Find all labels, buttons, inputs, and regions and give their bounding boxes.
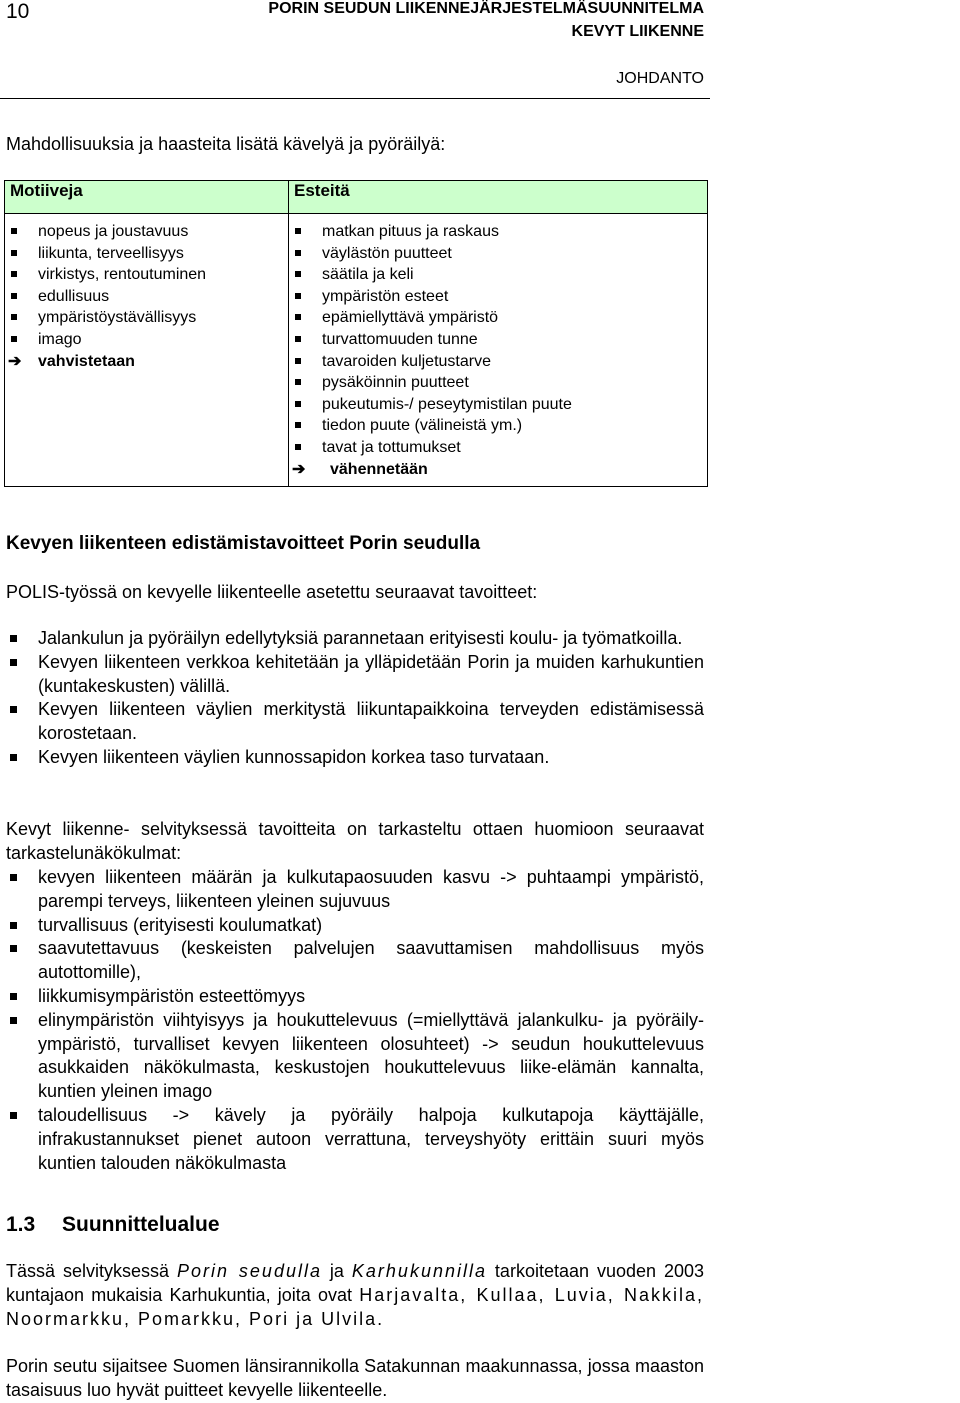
table-header-motives: Motiiveja <box>5 181 289 214</box>
list-item: ympäristön esteet <box>289 286 707 308</box>
motives-barriers-table <box>4 180 708 487</box>
section-title: Suunnittelualue <box>62 1213 220 1236</box>
bullet-icon <box>295 379 301 385</box>
barriers-list <box>289 221 707 480</box>
emphasis-porin-seudulla: Porin seudulla <box>176 1261 322 1281</box>
list-item-conclusion: ➔ vahvistetaan <box>5 351 288 373</box>
bullet-icon <box>295 422 301 428</box>
area-paragraph: Tässä selvityksessä Porin seudulla ja Karhukunnilla tarkoitetaan vuoden 2003 kuntajaon mukaisia Karhukuntia, joita ovat Harjavalta, Kullaa, Luvia, Nakkila, Noormarkku, Pomarkku, Pori ja Ulvila. <box>6 1261 704 1329</box>
list-item: pukeutumis-/ peseytymistilan puute <box>289 394 707 416</box>
list-item: Kevyen liikenteen verkkoa kehitetään ja ylläpidetään Porin ja muiden karhukuntien (kuntakeskusten) välillä. <box>6 651 704 699</box>
list-item: tavat ja tottumukset <box>289 437 707 459</box>
review-points-list <box>6 866 704 1175</box>
list-item: liikunta, terveellisyys <box>5 243 288 265</box>
document-subtitle: KEVYT LIIKENNE <box>571 23 704 40</box>
list-item: Jalankulun ja pyöräilyn edellytyksiä parannetaan erityisesti koulu- ja työmatkoilla. <box>6 627 704 651</box>
list-item: tiedon puute (välineistä ym.) <box>289 415 707 437</box>
bullet-icon <box>10 922 17 929</box>
bullet-icon <box>11 228 17 234</box>
list-item: väylästön puutteet <box>289 243 707 265</box>
list-item: turvallisuus (erityisesti koulumatkat) <box>6 914 704 938</box>
bullet-icon <box>10 874 17 881</box>
document-title: PORIN SEUDUN LIIKENNEJÄRJESTELMÄSUUNNITELMA <box>268 0 704 17</box>
bullet-icon <box>10 945 17 952</box>
list-item: Kevyen liikenteen väylien merkitystä liikuntapaikkoina terveyden edistämisessä korostetaan. <box>6 698 704 746</box>
list-item: turvattomuuden tunne <box>289 329 707 351</box>
table-header-barriers: Esteitä <box>289 181 708 214</box>
bullet-icon <box>10 993 17 1000</box>
bullet-icon <box>10 706 17 713</box>
list-item: elinympäristön viihtyisyys ja houkuttelevuus (=miellyttävä jalankulku- ja pyöräily-ympäristö, turvalliset kevyen liikenteen olosuhteet) -> seudun houkuttelevuus asukkaiden näkökulmasta, keskustojen houkuttelevuus liike-elämän kannalta, kuntien yleinen imago <box>6 1009 704 1104</box>
section-1-3-heading <box>6 1213 220 1237</box>
list-item: virkistys, rentoutuminen <box>5 264 288 286</box>
bullet-icon <box>295 314 301 320</box>
final-paragraph: Porin seutu sijaitsee Suomen länsirannikolla Satakunnan maakunnassa, jossa maaston tasaisuus luo hyvät puitteet kevyelle liikenteelle. <box>6 1356 704 1400</box>
bullet-icon <box>11 250 17 256</box>
list-item: epämiellyttävä ympäristö <box>289 307 707 329</box>
bullet-icon <box>10 1017 17 1024</box>
chapter-label: JOHDANTO <box>616 70 704 87</box>
polis-goals-list <box>6 627 704 770</box>
polis-intro: POLIS-työssä on kevyelle liikenteelle asetettu seuraavat tavoitteet: <box>6 582 538 602</box>
bullet-icon <box>295 401 301 407</box>
review-intro: Kevyt liikenne- selvityksessä tavoitteita on tarkasteltu ottaen huomioon seuraavat tarkastelunäkökulmat: <box>6 819 704 863</box>
arrow-right-icon: ➔ <box>8 352 22 370</box>
list-item: taloudellisuus -> kävely ja pyöräily halpoja kulkutapoja käyttäjälle, infrakustannukset pienet autoon verrattuna, terveyshyöty erittäin suuri myös kuntien talouden näkökulmasta <box>6 1104 704 1175</box>
bullet-icon <box>295 336 301 342</box>
list-item: matkan pituus ja raskaus <box>289 221 707 243</box>
list-item: pysäköinnin puutteet <box>289 372 707 394</box>
bullet-icon <box>295 250 301 256</box>
bullet-icon <box>295 444 301 450</box>
list-item: Kevyen liikenteen väylien kunnossapidon korkea taso turvataan. <box>6 746 704 770</box>
bullet-icon <box>10 1112 17 1119</box>
motives-cell <box>5 214 289 487</box>
list-item: kevyen liikenteen määrän ja kulkutapaosuuden kasvu -> puhtaampi ympäristö, parempi terveys, liikenteen yleinen sujuvuus <box>6 866 704 914</box>
page-number: 10 <box>6 0 30 23</box>
bullet-icon <box>295 228 301 234</box>
bullet-icon <box>295 358 301 364</box>
list-item: säätila ja keli <box>289 264 707 286</box>
barriers-cell <box>289 214 708 487</box>
section-heading: Kevyen liikenteen edistämistavoitteet Porin seudulla <box>6 533 481 554</box>
bullet-icon <box>10 754 17 761</box>
header-divider <box>0 98 710 99</box>
bullet-icon <box>11 336 17 342</box>
bullet-icon <box>11 314 17 320</box>
list-item: edullisuus <box>5 286 288 308</box>
bullet-icon <box>10 635 17 642</box>
section-number: 1.3 <box>6 1213 36 1236</box>
list-item: saavutettavuus (keskeisten palvelujen saavuttamisen mahdollisuus myös autottomille), <box>6 937 704 985</box>
bullet-icon <box>11 271 17 277</box>
bullet-icon <box>295 293 301 299</box>
list-item: ympäristöystävällisyys <box>5 307 288 329</box>
intro-text: Mahdollisuuksia ja haasteita lisätä kävelyä ja pyöräilyä: <box>6 134 446 154</box>
list-item: nopeus ja joustavuus <box>5 221 288 243</box>
bullet-icon <box>10 659 17 666</box>
emphasis-karhukunnilla: Karhukunnilla <box>351 1261 487 1281</box>
bullet-icon <box>295 271 301 277</box>
municipality-list: Harjavalta, Kullaa, Luvia, Nakkila, Noormarkku, Pomarkku, Pori ja Ulvila. <box>6 1284 704 1329</box>
motives-list <box>5 221 288 372</box>
arrow-right-icon: ➔ <box>292 460 306 478</box>
list-item: liikkumisympäristön esteettömyys <box>6 985 704 1009</box>
list-item: imago <box>5 329 288 351</box>
list-item-conclusion: ➔ vähennetään <box>289 459 707 481</box>
bullet-icon <box>11 293 17 299</box>
list-item: tavaroiden kuljetustarve <box>289 351 707 373</box>
